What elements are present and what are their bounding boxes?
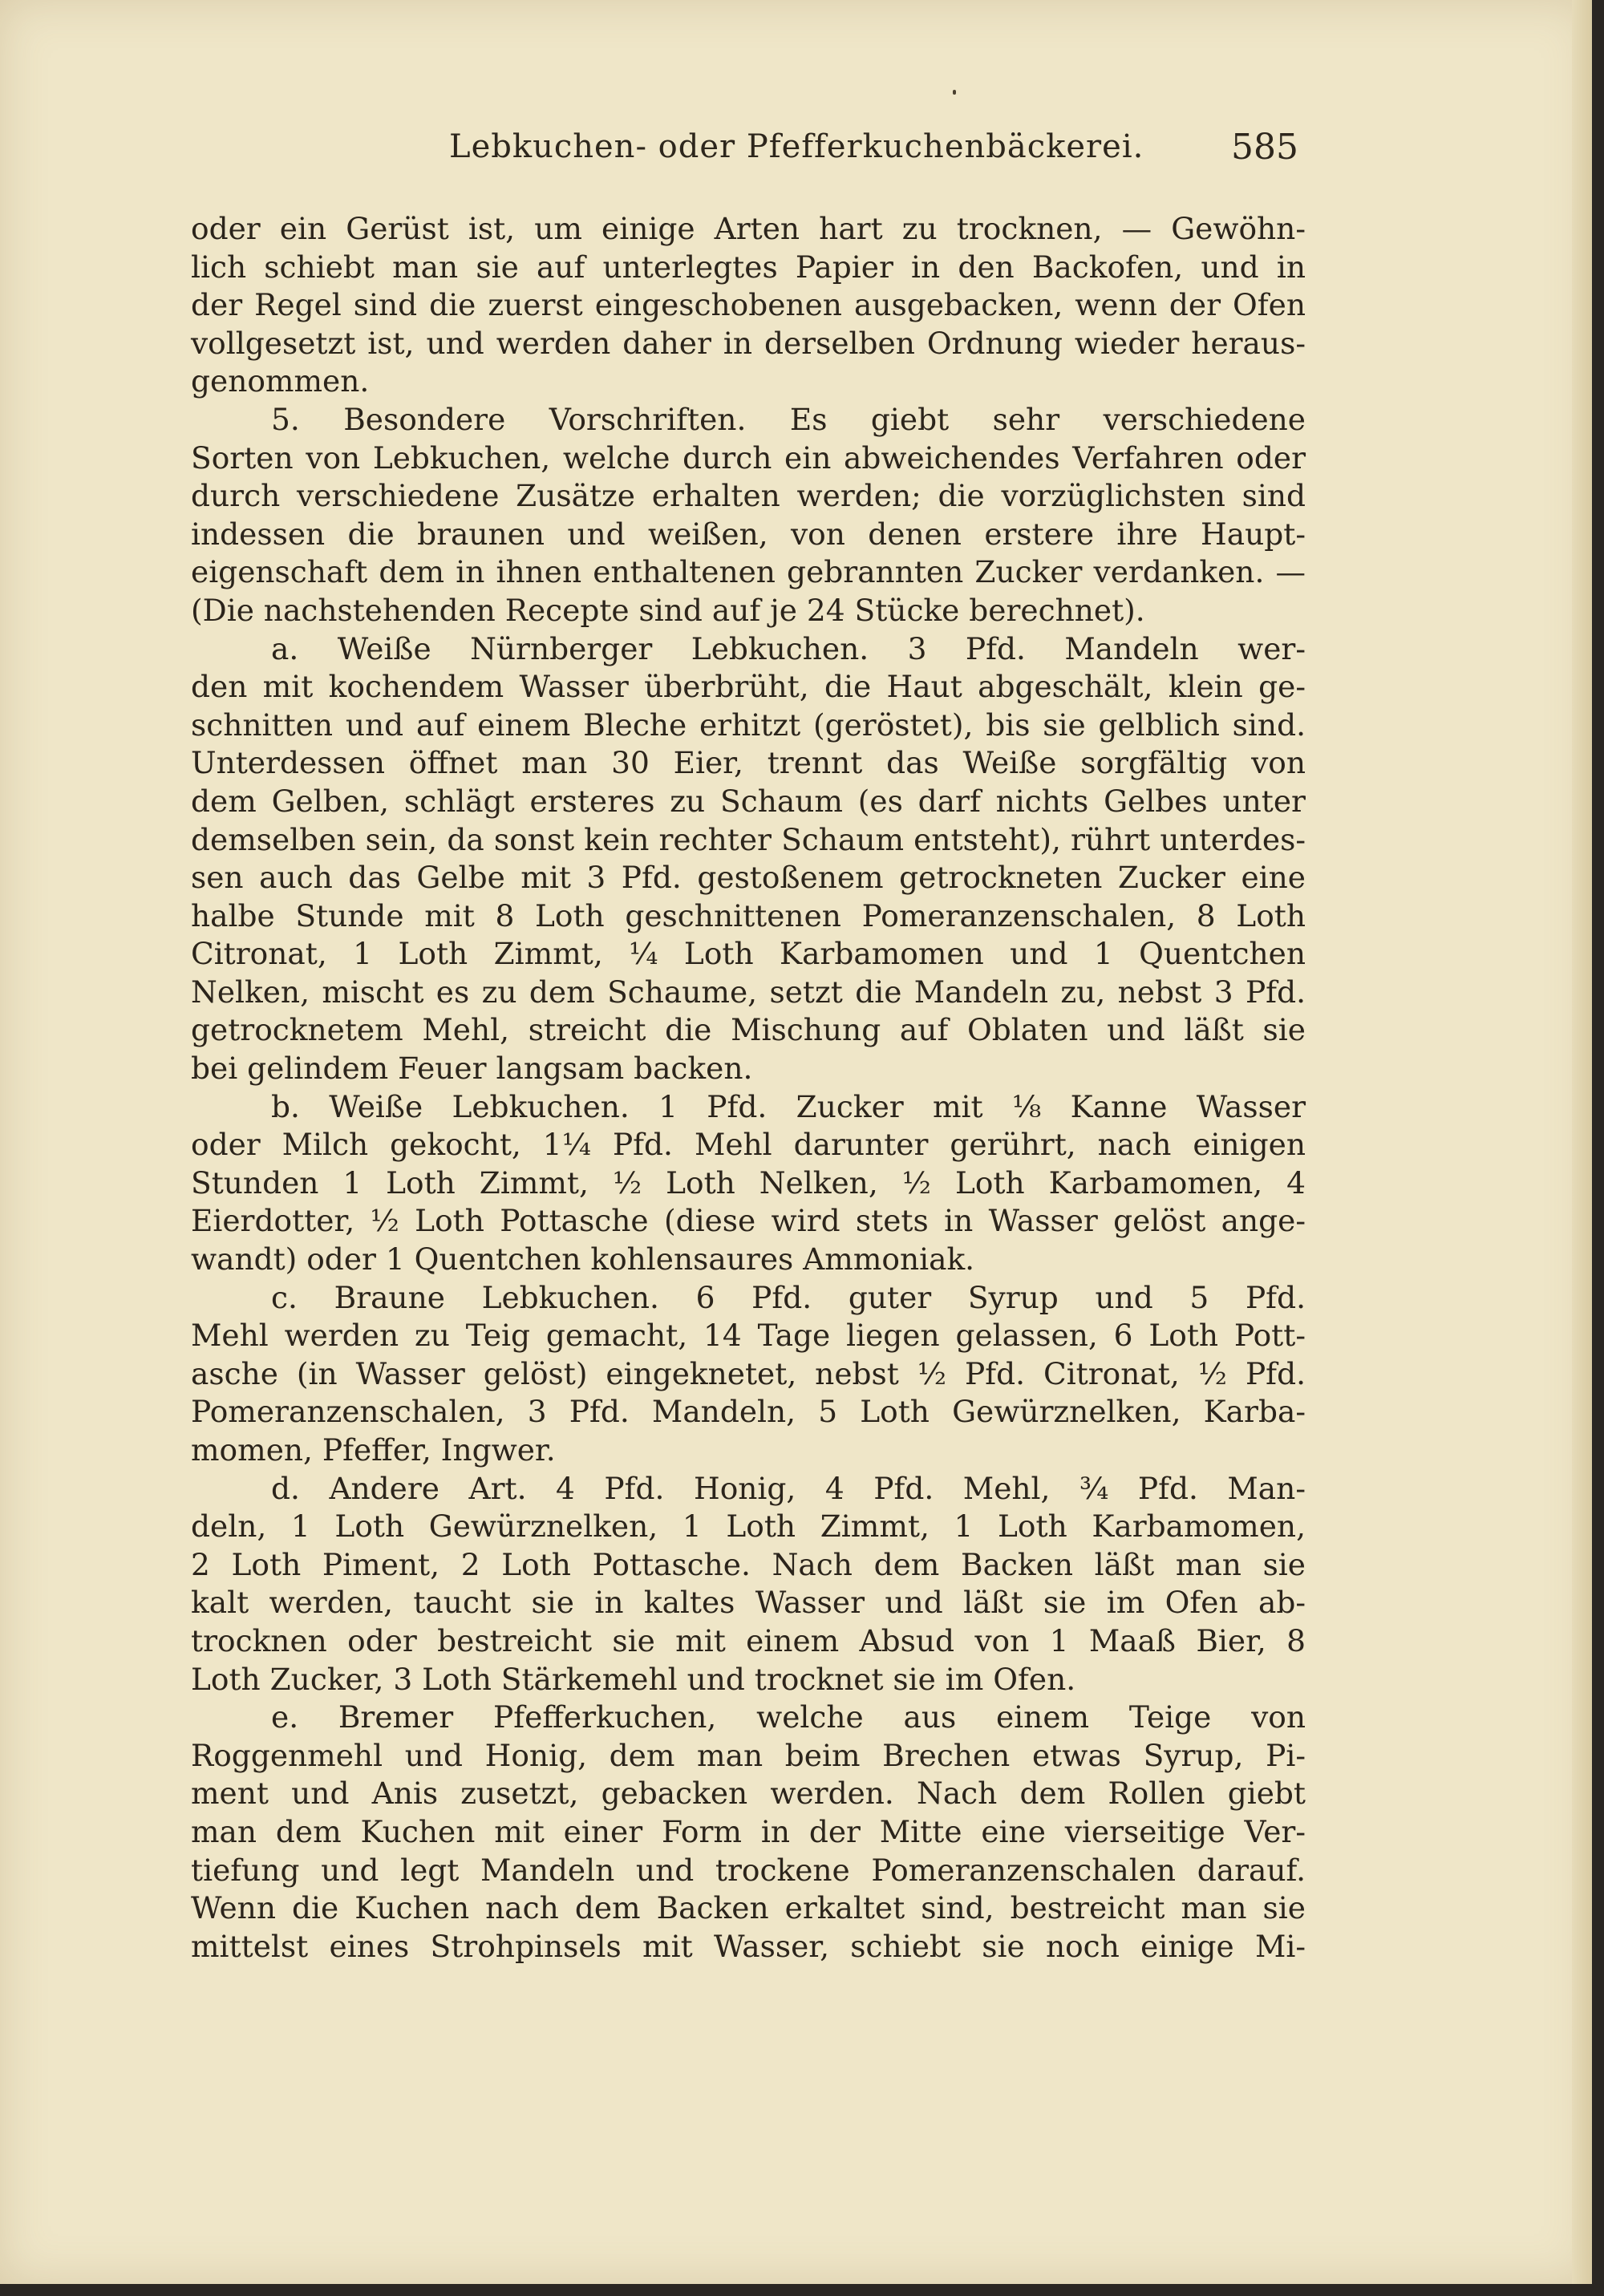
text-line: sen auch das Gelbe mit 3 Pfd. gestoßenem getrockneten Zucker eine <box>191 860 1306 896</box>
text-line: demselben sein, da sonst kein rechter Schaum entsteht), rührt unterdes- <box>191 821 1306 857</box>
text-line: Roggenmehl und Honig, dem man beim Brechen etwas Syrup, Pi- <box>191 1737 1306 1773</box>
text-line: man dem Kuchen mit einer Form in der Mitte eine vierseitige Ver- <box>191 1813 1306 1849</box>
recipe-heading-line: d. Andere Art. 4 Pfd. Honig, 4 Pfd. Mehl, ¾ Pfd. Man- <box>271 1470 1306 1506</box>
running-header: Lebkuchen- oder Pfefferkuchenbäckerei. <box>449 128 1144 165</box>
text-line: Nelken, mischt es zu dem Schaume, setzt die Mandeln zu, nebst 3 Pfd. <box>191 974 1306 1010</box>
text-line: getrocknetem Mehl, streicht die Mischung auf Oblaten und läßt sie <box>191 1012 1306 1048</box>
recipe-heading-line: a. Weiße Nürnberger Lebkuchen. 3 Pfd. Mandeln wer- <box>271 630 1306 666</box>
text-line: vollgesetzt ist, und werden daher in derselben Ordnung wieder heraus- <box>191 325 1306 361</box>
ink-speck <box>953 90 956 95</box>
text-line: dem Gelben, schlägt ersteres zu Schaum (es darf nichts Gelbes unter <box>191 783 1306 819</box>
text-line: Pomeranzenschalen, 3 Pfd. Mandeln, 5 Loth Gewürznelken, Karba- <box>191 1394 1306 1430</box>
text-line: tiefung und legt Mandeln und trockene Pomeranzenschalen darauf. <box>191 1852 1306 1888</box>
recipe-heading-line: e. Bremer Pfefferkuchen, welche aus einem Teige von <box>271 1699 1306 1735</box>
text-line: oder ein Gerüst ist, um einige Arten hart zu trocknen, — Gewöhn- <box>191 211 1306 246</box>
text-line: kalt werden, taucht sie in kaltes Wasser und läßt sie im Ofen ab- <box>191 1585 1306 1621</box>
text-line: durch verschiedene Zusätze erhalten werden; die vorzüglichsten sind <box>191 478 1306 514</box>
text-line: oder Milch gekocht, 1¼ Pfd. Mehl darunter gerührt, nach einigen <box>191 1127 1306 1163</box>
text-line: asche (in Wasser gelöst) eingeknetet, nebst ½ Pfd. Citronat, ½ Pfd. <box>191 1355 1306 1391</box>
text-line: Wenn die Kuchen nach dem Backen erkaltet sind, bestreicht man sie <box>191 1890 1306 1926</box>
text-line: Stunden 1 Loth Zimmt, ½ Loth Nelken, ½ Loth Karbamomen, 4 <box>191 1164 1306 1201</box>
text-line: momen, Pfeffer, Ingwer. <box>191 1432 556 1468</box>
text-line: Mehl werden zu Teig gemacht, 14 Tage liegen gelassen, 6 Loth Pott- <box>191 1318 1306 1354</box>
text-line: Sorten von Lebkuchen, welche durch ein abweichendes Verfahren oder <box>191 439 1306 476</box>
text-line: trocknen oder bestreicht sie mit einem Absud von 1 Maaß Bier, 8 <box>191 1622 1306 1658</box>
text-line: eigenschaft dem in ihnen enthaltenen gebrannten Zucker verdanken. — <box>191 554 1306 590</box>
text-line: wandt) oder 1 Quentchen kohlensaures Ammoniak. <box>191 1241 975 1278</box>
text-line: schnitten und auf einem Bleche erhitzt (geröstet), bis sie gelblich sind. <box>191 707 1306 743</box>
recipe-heading-line: b. Weiße Lebkuchen. 1 Pfd. Zucker mit ⅛ Kanne Wasser <box>271 1088 1306 1124</box>
recipe-heading-line: c. Braune Lebkuchen. 6 Pfd. guter Syrup und 5 Pfd. <box>271 1279 1306 1315</box>
text-line: indessen die braunen und weißen, von denen erstere ihre Haupt- <box>191 516 1306 552</box>
text-line: den mit kochendem Wasser überbrüht, die Haut abgeschält, klein ge- <box>191 669 1306 705</box>
text-line: deln, 1 Loth Gewürznelken, 1 Loth Zimmt, 1 Loth Karbamomen, <box>191 1508 1306 1545</box>
text-line: ment und Anis zusetzt, gebacken werden. Nach dem Rollen giebt <box>191 1776 1306 1812</box>
text-line: der Regel sind die zuerst eingeschobenen ausgebacken, wenn der Ofen <box>191 287 1306 323</box>
text-line: Eierdotter, ½ Loth Pottasche (diese wird stets in Wasser gelöst ange- <box>191 1203 1306 1239</box>
page-edge <box>1572 0 1592 2284</box>
text-line: halbe Stunde mit 8 Loth geschnittenen Pomeranzenschalen, 8 Loth <box>191 897 1306 933</box>
text-line: mittelst eines Strohpinsels mit Wasser, schiebt sie noch einige Mi- <box>191 1928 1306 1964</box>
text-line: Citronat, 1 Loth Zimmt, ¼ Loth Karbamomen und 1 Quentchen <box>191 936 1306 972</box>
text-line: Loth Zucker, 3 Loth Stärkemehl und trocknet sie im Ofen. <box>191 1661 1076 1697</box>
text-line: lich schiebt man sie auf unterlegtes Papier in den Backofen, und in <box>191 249 1306 285</box>
text-line: Unterdessen öffnet man 30 Eier, trennt das Weiße sorgfältig von <box>191 745 1306 781</box>
section-heading-line: 5. Besondere Vorschriften. Es giebt sehr verschiedene <box>271 401 1306 437</box>
body-text <box>191 210 1306 1966</box>
page-number: 585 <box>1231 127 1298 168</box>
text-line: bei gelindem Feuer langsam backen. <box>191 1051 753 1087</box>
text-line: (Die nachstehenden Recepte sind auf je 24 Stücke berechnet). <box>191 592 1145 628</box>
text-line: 2 Loth Piment, 2 Loth Pottasche. Nach dem Backen läßt man sie <box>191 1546 1306 1582</box>
text-line: genommen. <box>191 363 370 399</box>
